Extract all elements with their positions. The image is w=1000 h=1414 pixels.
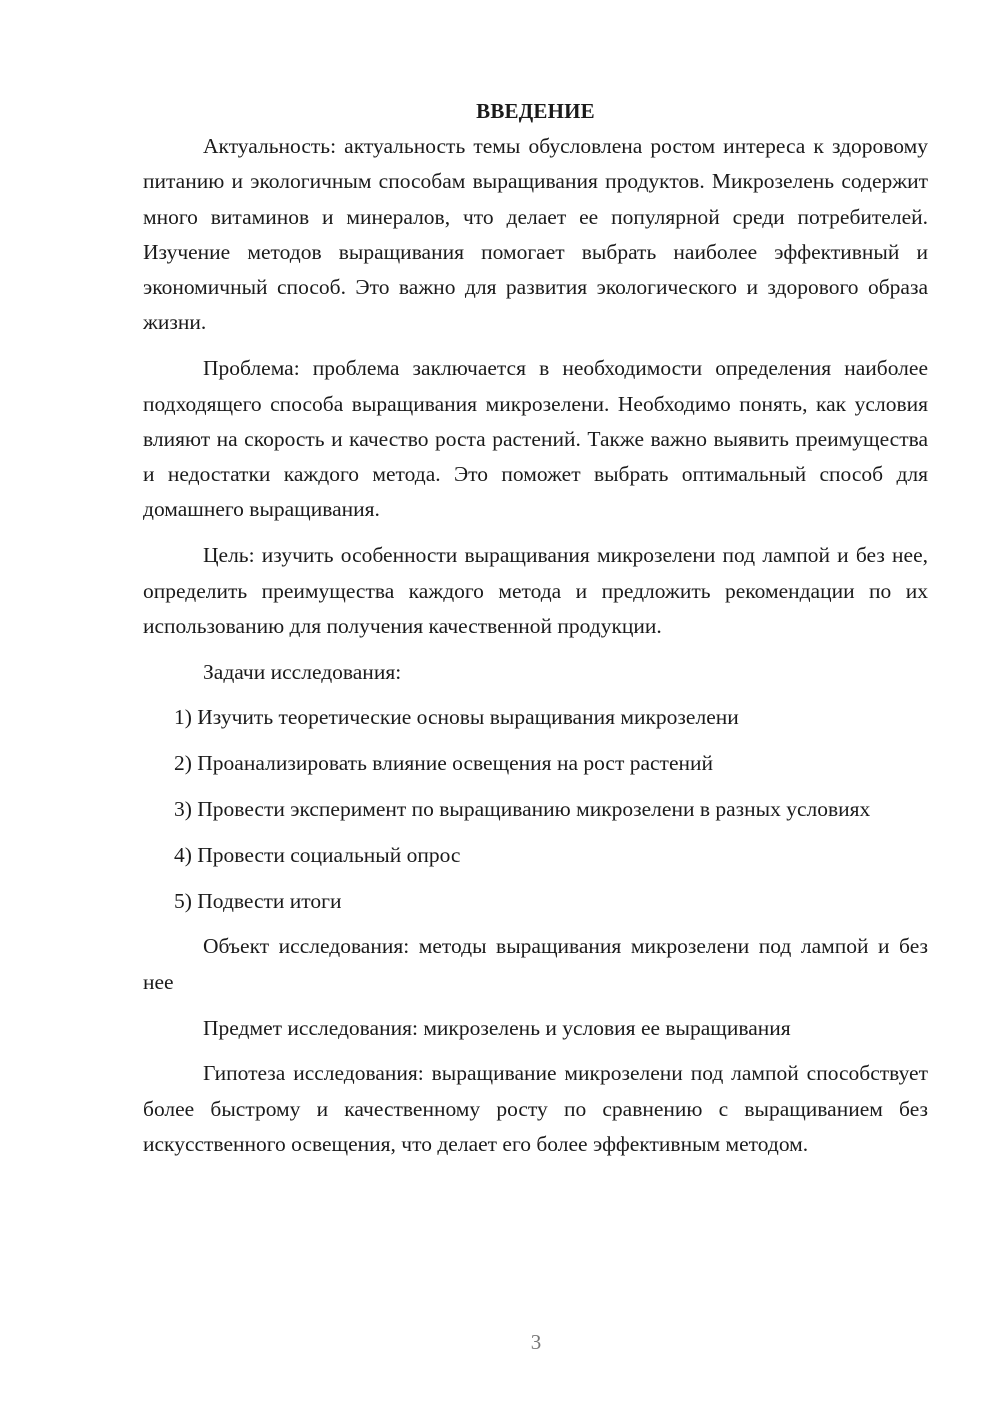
list-item: 2) Проанализировать влияние освещения на рост растений (174, 751, 714, 776)
document-page (143, 94, 928, 1162)
list-item: 4) Провести социальный опрос (174, 842, 461, 867)
list-item: 5) Подвести итоги (174, 888, 342, 913)
list-item: 3) Провести эксперимент по выращиванию микрозелени в разных условиях (174, 797, 871, 822)
paragraph-problem: Проблема: проблема заключается в необходимости определения наиболее подходящего способа выращивания микрозелени. Необходимо понять, как условия влияют на скорость и качество роста растений. Также важно выявить преимущества и недостатки каждого метода. Это поможет выбрать оптимальный способ для домашнего выращивания. (143, 356, 928, 522)
paragraph-object: Объект исследования: методы выращивания микрозелени под лампой и без нее (143, 934, 928, 994)
tasks-list (143, 700, 928, 918)
paragraph-goal: Цель: изучить особенности выращивания микрозелени под лампой и без нее, определить преимущества каждого метода и предложить рекомендации по их использованию для получения качественной продукции. (143, 543, 928, 638)
paragraph-relevance: Актуальность: актуальность темы обусловлена ростом интереса к здоровому питанию и экологичным способам выращивания продуктов. Микрозелень содержит много витаминов и минералов, что делает ее популярной среди потребителей. Изучение методов выращивания помогает выбрать наиболее эффективный и экономичный способ. Это важно для развития экологического и здорового образа жизни. (143, 134, 928, 335)
list-item: 1) Изучить теоретические основы выращивания микрозелени (174, 705, 739, 730)
paragraph-subject: Предмет исследования: микрозелень и условия ее выращивания (203, 1015, 791, 1040)
tasks-heading: Задачи исследования: (203, 659, 402, 684)
paragraph-hypothesis: Гипотеза исследования: выращивание микрозелени под лампой способствует более быстрому и качественному росту по сравнению с выращиванием без искусственного освещения, что делает его более эффективным методом. (143, 1061, 928, 1156)
page-title: ВВЕДЕНИЕ (476, 99, 595, 123)
page-number: 3 (530, 1330, 542, 1354)
